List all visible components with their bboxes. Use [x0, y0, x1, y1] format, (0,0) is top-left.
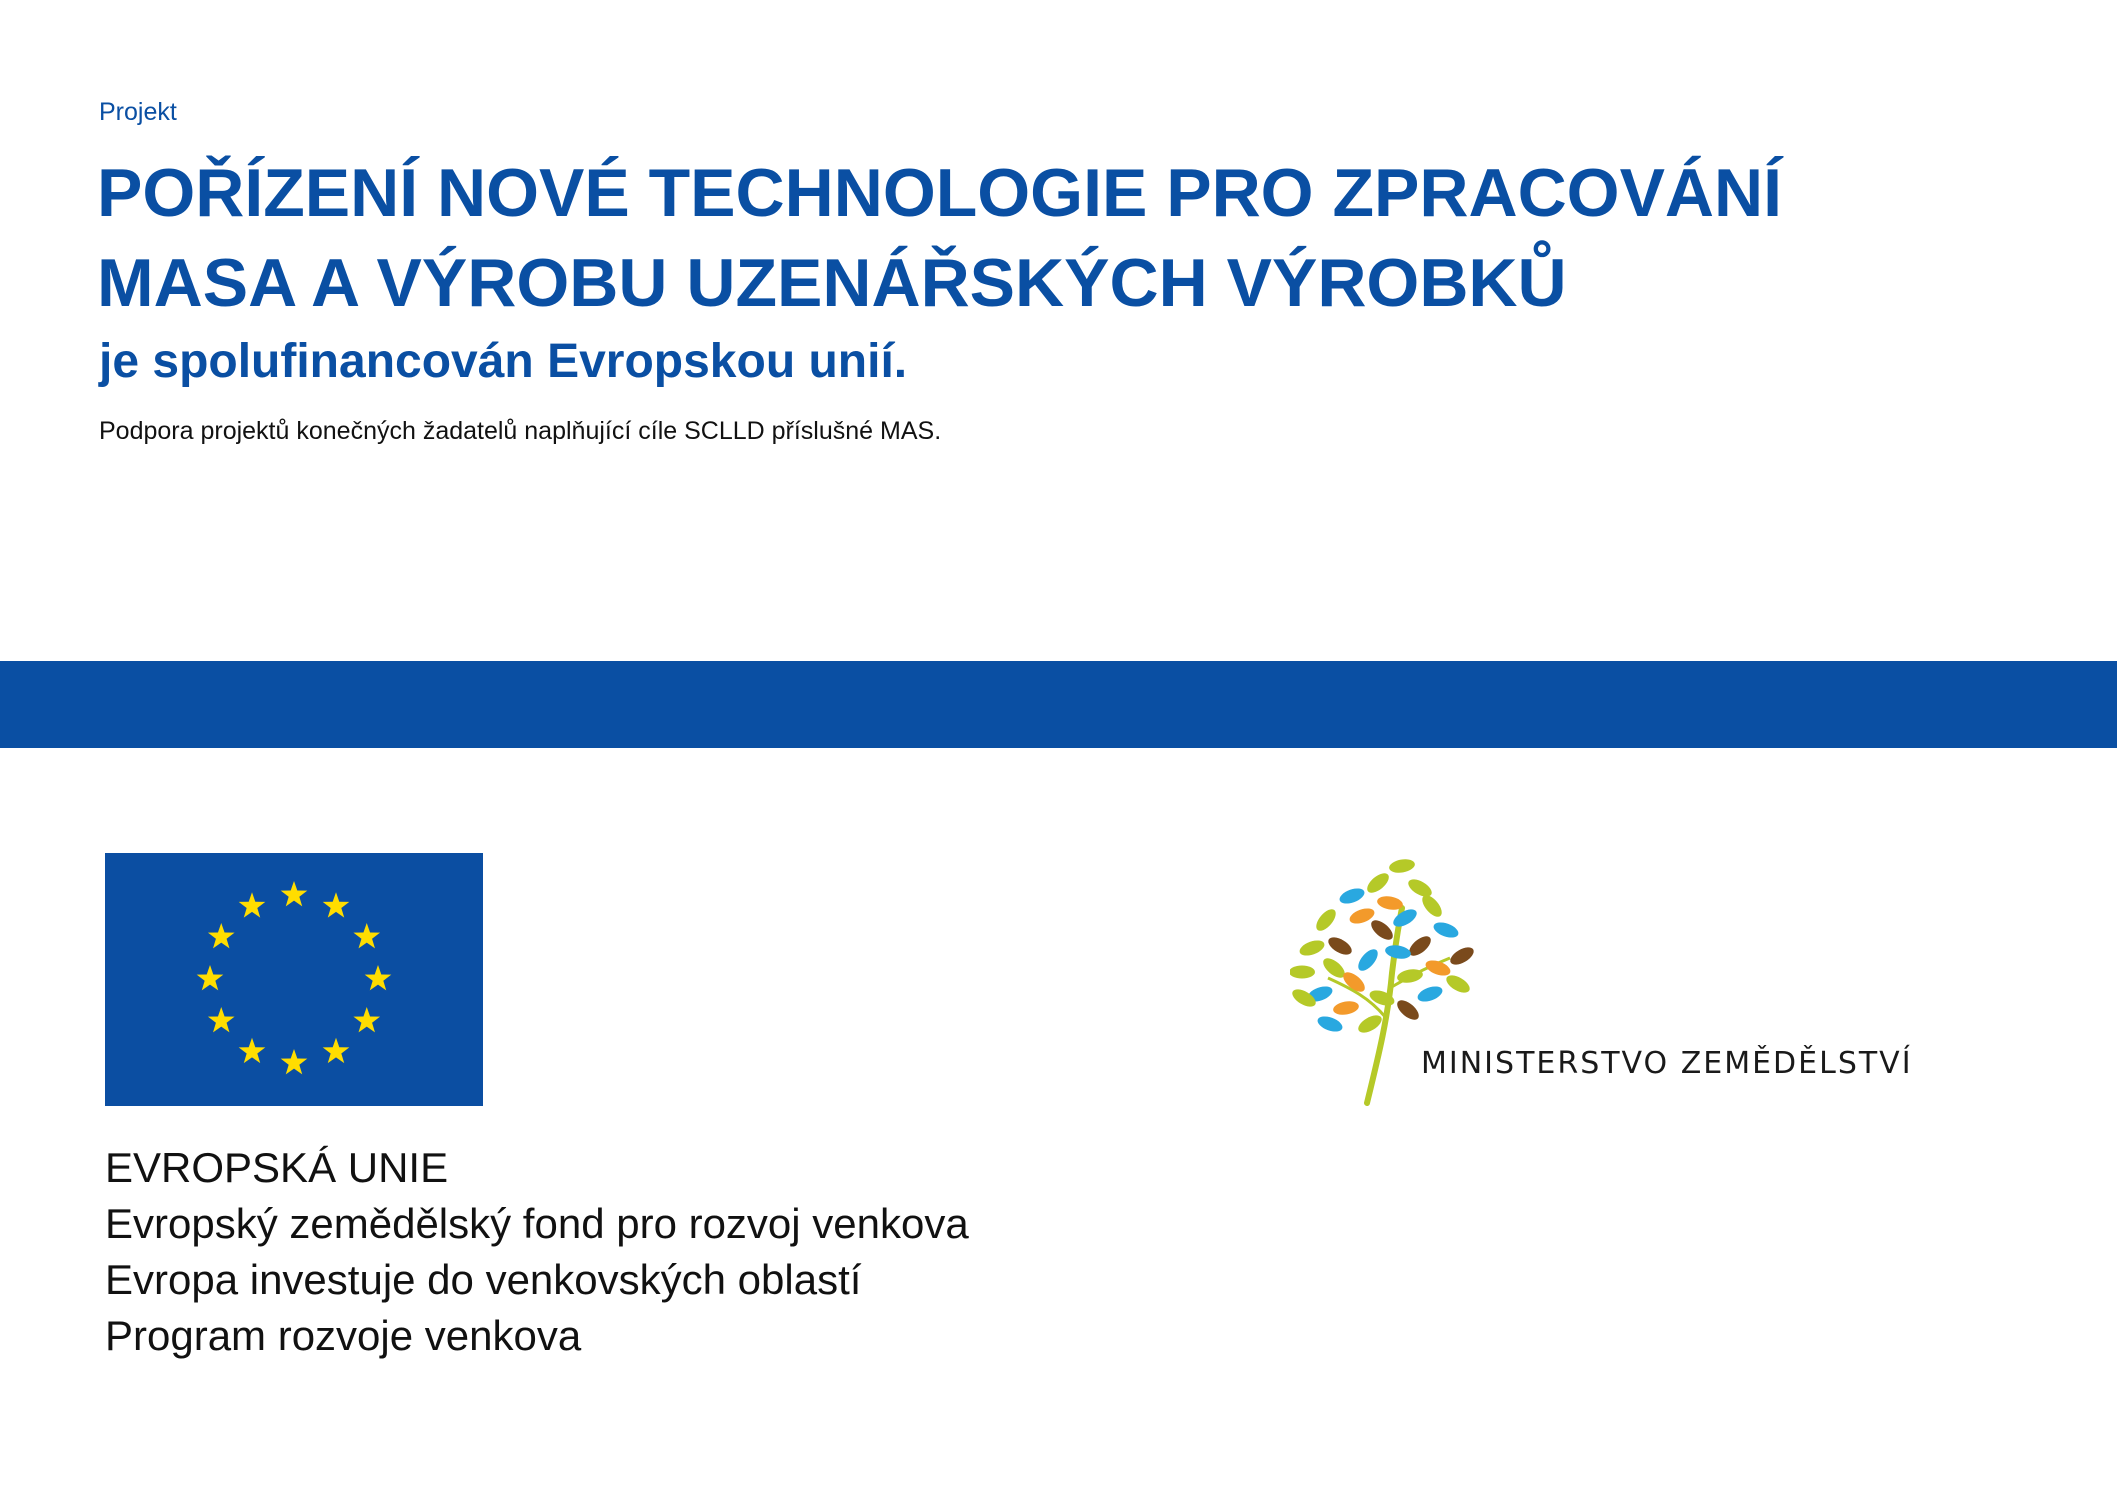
support-description: Podpora projektů konečných žadatelů naplňující cíle SCLLD příslušné MAS. — [99, 417, 942, 445]
tree-leaf-icon — [1313, 906, 1340, 934]
tree-leaves — [1290, 857, 1477, 1036]
project-title-line-2: MASA A VÝROBU UZENÁŘSKÝCH VÝROBKŮ — [97, 245, 1567, 321]
tree-leaf-icon — [1432, 919, 1461, 940]
ministry-name: MINISTERSTVO ZEMĚDĚLSTVÍ — [1421, 1046, 1913, 1081]
tree-leaf-icon — [1355, 1012, 1384, 1036]
tree-leaf-icon — [1443, 972, 1472, 996]
tree-leaf-icon — [1388, 857, 1416, 874]
tree-leaf-icon — [1290, 966, 1315, 979]
tree-leaf-icon — [1298, 937, 1327, 958]
tree-leaf-icon — [1325, 934, 1354, 958]
blue-divider-band — [0, 661, 2117, 748]
tree-leaf-icon — [1394, 997, 1422, 1024]
cofinanced-statement: je spolufinancován Evropskou unií. — [99, 335, 908, 388]
eu-text-block — [105, 1140, 1105, 1364]
tree-leaf-icon — [1447, 944, 1476, 968]
tree-leaf-icon — [1424, 957, 1453, 978]
tree-leaf-icon — [1368, 917, 1396, 944]
eu-flag-icon — [105, 853, 483, 1106]
tree-leaf-icon — [1332, 999, 1360, 1016]
tree-leaf-icon — [1384, 943, 1412, 960]
project-title — [97, 148, 2057, 328]
tree-leaf-icon — [1355, 946, 1382, 974]
eu-line-4: Program rozvoje venkova — [105, 1312, 582, 1359]
tree-leaf-icon — [1364, 870, 1392, 897]
eu-line-1: EVROPSKÁ UNIE — [105, 1144, 449, 1191]
tree-leaf-icon — [1338, 885, 1367, 906]
project-label: Projekt — [99, 98, 177, 126]
eu-line-3: Evropa investuje do venkovských oblastí — [105, 1256, 862, 1303]
eu-line-2: Evropský zemědělský fond pro rozvoj venkova — [105, 1200, 969, 1247]
tree-leaf-icon — [1316, 1013, 1345, 1034]
project-title-line-1: POŘÍZENÍ NOVÉ TECHNOLOGIE PRO ZPRACOVÁNÍ — [97, 155, 1783, 231]
tree-leaf-icon — [1416, 983, 1445, 1004]
tree-leaf-icon — [1419, 892, 1446, 920]
